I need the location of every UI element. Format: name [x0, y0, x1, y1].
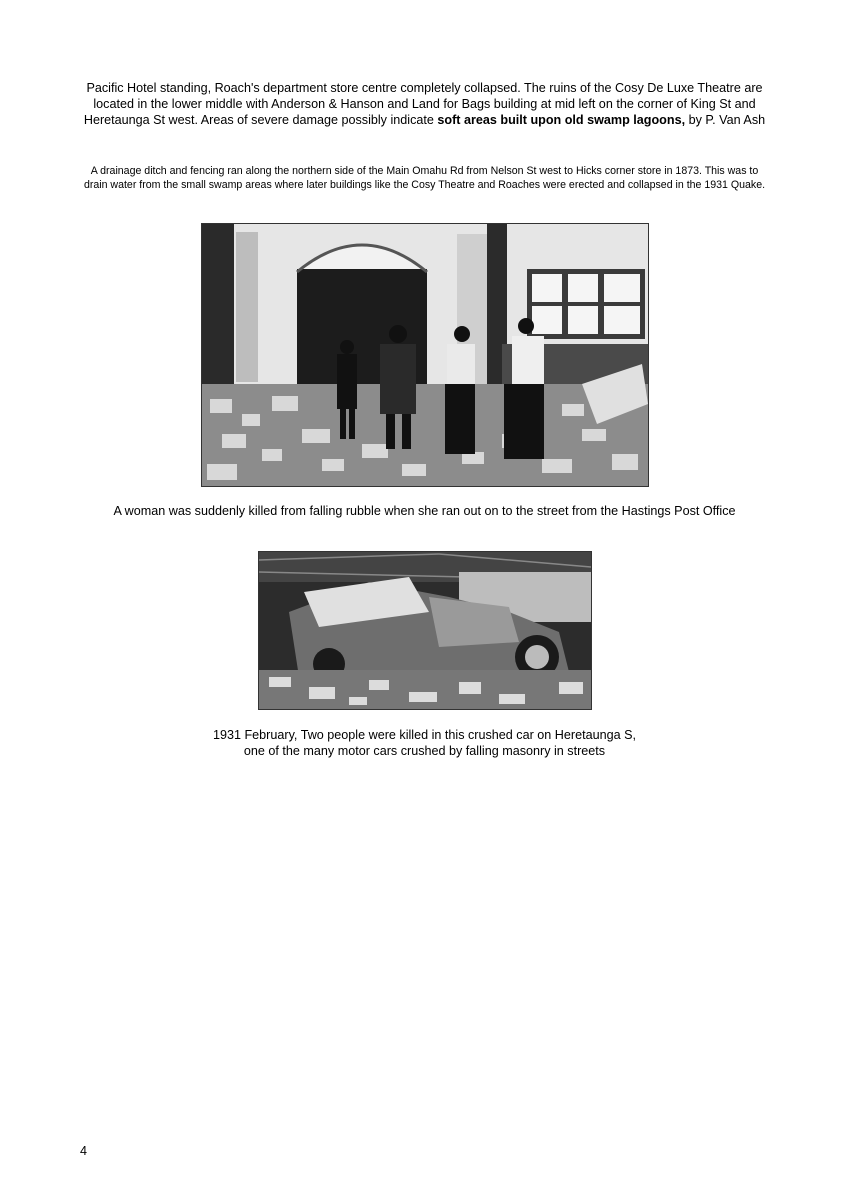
intro-text: Pacific Hotel standing, Roach's department store centre completely collapsed. The ruins of the Cosy De Luxe Theatre are located in the lower middle with Anderson & Hanson and Land for Bags building at mid left on the corner of King St and Heretaunga St west. Areas of severe damage possibly indicate [83, 81, 763, 127]
crushed-car-photo [258, 551, 592, 710]
photo2-caption-line2: one of the many motor cars crushed by falling masonry in streets [243, 744, 606, 758]
post-office-ruins-photo [201, 223, 649, 487]
intro-bold-text: soft areas built upon old swamp lagoons, [437, 113, 686, 127]
photo1-caption: A woman was suddenly killed from falling rubble when she ran out on to the street from the Hastings Post Office [113, 504, 736, 518]
intro-paragraph [80, 80, 769, 128]
page-number: 4 [80, 1144, 88, 1158]
photo2-caption [80, 727, 769, 759]
photo2-caption-line1: 1931 February, Two people were killed in this crushed car on Heretaunga S, [212, 728, 637, 742]
intro-attribution: by P. Van Ash [685, 113, 766, 127]
drainage-paragraph: A drainage ditch and fencing ran along the northern side of the Main Omahu Rd from Nelson St west to Hicks corner store in 1873. This was to drain water from the small swamp areas where later buildings like the Cosy Theatre and Roaches were erected and collapsed in the 1931 Quake. [83, 165, 766, 191]
